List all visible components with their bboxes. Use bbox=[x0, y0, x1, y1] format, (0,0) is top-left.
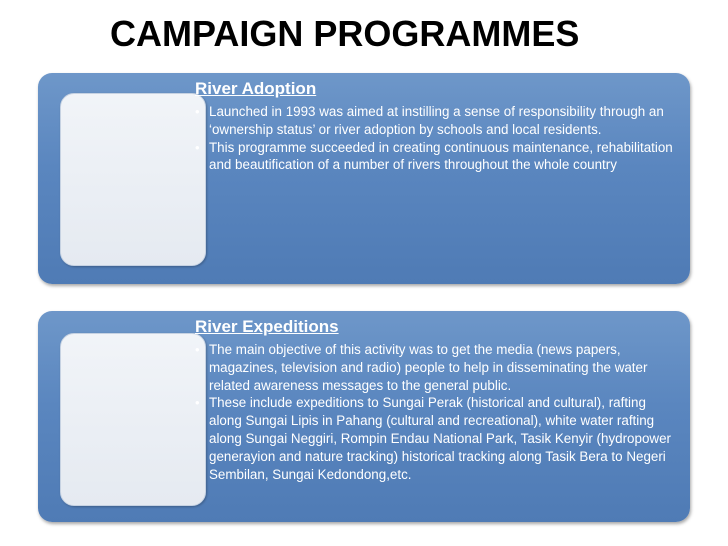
bullet-item bbox=[195, 341, 676, 394]
bullet-item bbox=[195, 394, 676, 483]
river-expeditions-panel bbox=[38, 311, 690, 522]
bullet-text: These include expeditions to Sungai Perak (historical and cultural), rafting along Sungai Lipis in Pahang (cultural and recreational), white water rafting along Sungai Neggiri, Rompin Endau National Park, Tasik Kenyir (hydropower generayion and nature tracking) historical tracking along Tasik Bera to Negeri Sembilan, Sungai Kedondong,etc. bbox=[209, 395, 671, 482]
bullet-item bbox=[195, 103, 676, 139]
bullet-list bbox=[195, 341, 676, 483]
panel-heading: River Expeditions bbox=[195, 317, 339, 336]
river-adoption-panel bbox=[38, 73, 690, 284]
bullet-text: Launched in 1993 was aimed at instilling a sense of responsibility through an ‘ownership status’ or river adoption by schools and local residents. bbox=[209, 104, 664, 137]
bullet-dot-icon: • bbox=[195, 342, 200, 357]
bullet-text: The main objective of this activity was to get the media (news papers, magazines, television and radio) people to help in disseminating the water related awareness messages to the general public. bbox=[209, 342, 648, 393]
bullet-dot-icon: • bbox=[195, 139, 200, 155]
bullet-dot-icon: • bbox=[195, 104, 200, 119]
panel-content bbox=[195, 78, 676, 174]
bullet-text: This programme succeeded in creating continuous maintenance, rehabilitation and beautification of a number of rivers throughout the whole country bbox=[209, 139, 673, 173]
panel-heading: River Adoption bbox=[195, 79, 317, 98]
bullet-dot-icon: • bbox=[195, 395, 200, 411]
image-placeholder bbox=[60, 93, 206, 266]
slide-title: CAMPAIGN PROGRAMMES bbox=[110, 13, 580, 54]
bullet-list bbox=[195, 103, 676, 174]
image-placeholder bbox=[60, 333, 206, 506]
bullet-item bbox=[195, 139, 676, 175]
panel-content bbox=[195, 316, 676, 483]
